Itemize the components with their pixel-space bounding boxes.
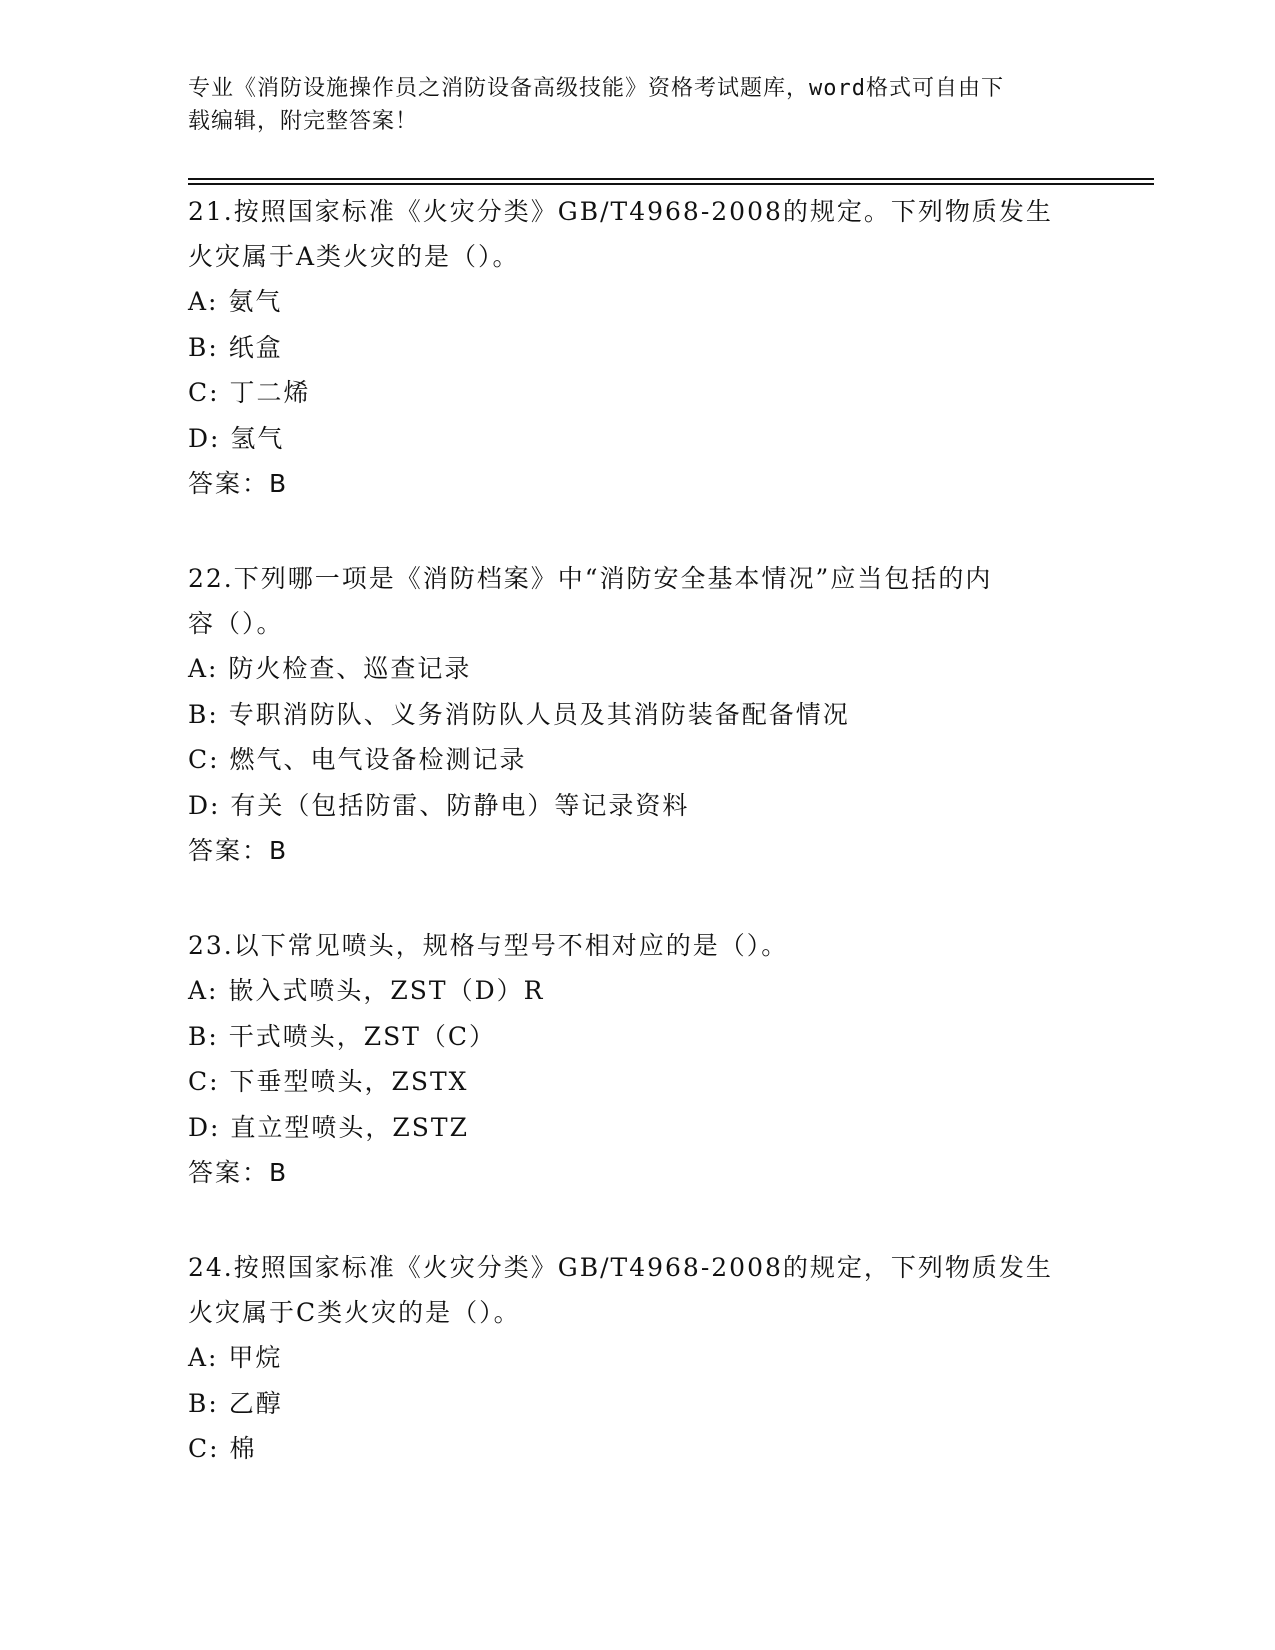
header-line-1: 专业《消防设施操作员之消防设备高级技能》资格考试题库，word格式可自由下	[188, 76, 1004, 101]
question-stem-line: 24.按照国家标准《火灾分类》GB/T4968-2008的规定，下列物质发生	[188, 1253, 1053, 1282]
question-stem-line: 容（）。	[188, 609, 284, 638]
option-c: C: 丁二烯	[188, 378, 311, 407]
question-21	[188, 189, 1088, 506]
option-a: A: 甲烷	[188, 1343, 283, 1372]
answer-line: 答案：B	[188, 469, 289, 498]
question-stem-line: 火灾属于C类火灾的是（）。	[188, 1298, 521, 1327]
option-a: A: 嵌入式喷头，ZST（D）R	[188, 976, 545, 1005]
question-23	[188, 923, 1088, 1195]
question-stem-line: 22.下列哪一项是《消防档案》中“消防安全基本情况”应当包括的内	[188, 564, 993, 593]
option-a: A: 氨气	[188, 287, 283, 316]
answer-line: 答案：B	[188, 836, 289, 865]
option-d: D: 氢气	[188, 423, 285, 453]
option-c: C: 燃气、电气设备检测记录	[188, 745, 527, 774]
question-stem-line: 21.按照国家标准《火灾分类》GB/T4968-2008的规定。下列物质发生	[188, 197, 1053, 226]
question-22	[188, 556, 1088, 873]
answer-line: 答案：B	[188, 1158, 289, 1187]
option-b: B: 干式喷头，ZST（C）	[188, 1021, 497, 1051]
header-divider-bottom	[188, 183, 1154, 185]
option-c: C: 棉	[188, 1434, 257, 1463]
option-b: B: 纸盒	[188, 332, 283, 362]
option-c: C: 下垂型喷头，ZSTX	[188, 1067, 469, 1096]
question-stem-line: 23.以下常见喷头，规格与型号不相对应的是（）。	[188, 931, 789, 960]
option-a: A: 防火检查、巡查记录	[188, 654, 472, 683]
option-d: D: 直立型喷头，ZSTZ	[188, 1112, 469, 1142]
option-b: B: 乙醇	[188, 1388, 283, 1418]
header-divider-top	[188, 178, 1154, 180]
question-list	[188, 189, 1088, 1522]
question-stem-line: 火灾属于A类火灾的是（）。	[188, 242, 520, 271]
question-24	[188, 1245, 1088, 1472]
document-header	[188, 72, 1088, 138]
header-line-2: 载编辑，附完整答案！	[188, 109, 419, 134]
option-b: B: 专职消防队、义务消防队人员及其消防装备配备情况	[188, 699, 850, 729]
option-d: D: 有关（包括防雷、防静电）等记录资料	[188, 790, 690, 820]
